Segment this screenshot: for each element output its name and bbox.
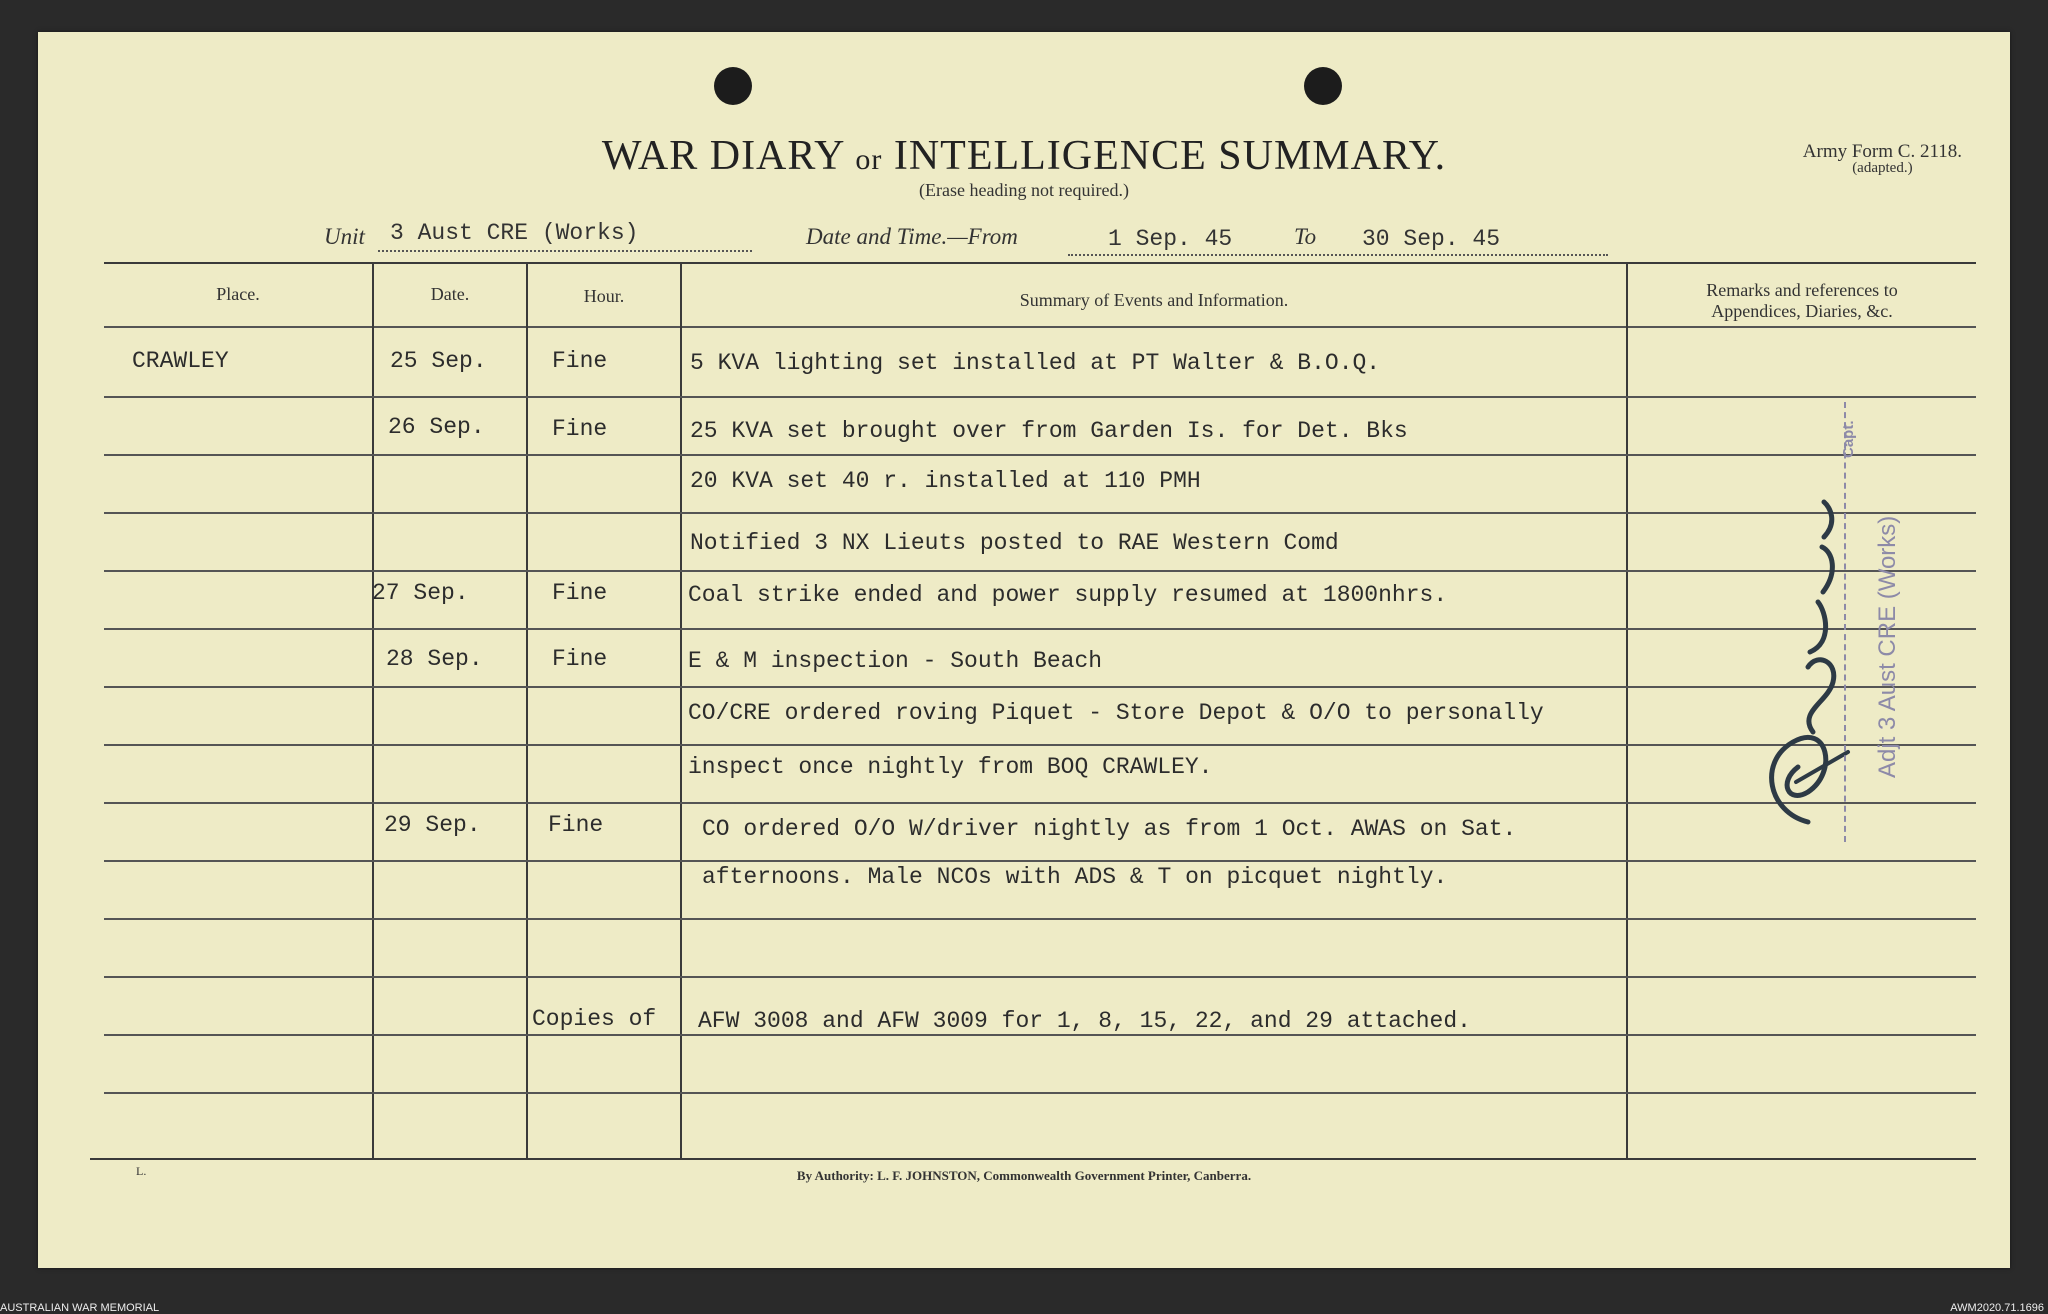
- date-from-label: Date and Time.—From: [806, 224, 1018, 249]
- rule-line: [104, 628, 1976, 630]
- rule-line: [104, 918, 1976, 920]
- rule-line: [104, 976, 1976, 978]
- rule-line: [104, 454, 1976, 456]
- entry-hour: Fine: [548, 812, 604, 838]
- entry-hour: Copies of: [532, 1006, 657, 1032]
- page-subtitle: (Erase heading not required.): [919, 180, 1129, 200]
- entry-summary: inspect once nightly from BOQ CRAWLEY.: [688, 754, 1213, 780]
- title-intelligence-summary: INTELLIGENCE SUMMARY.: [893, 133, 1447, 179]
- stamp-rank: Capt.: [1840, 420, 1857, 458]
- entry-hour: Fine: [552, 646, 608, 672]
- date-to-label: To: [1294, 224, 1317, 249]
- header-date: Date.: [430, 284, 470, 304]
- entry-hour: Fine: [552, 348, 608, 374]
- header-remarks-line1: Remarks and references to: [1706, 280, 1898, 300]
- entry-summary: CO/CRE ordered roving Piquet - Store Depot & O/O to personally: [688, 700, 1544, 726]
- unit-value: 3 Aust CRE (Works): [390, 220, 639, 246]
- rule-line: [104, 686, 1976, 688]
- rule-line: [104, 802, 1976, 804]
- adjutant-stamp: Adjt 3 Aust CRE (Works): [1874, 515, 1901, 778]
- entry-summary: 5 KVA lighting set installed at PT Walter & B.O.Q.: [690, 350, 1381, 376]
- entry-summary: 25 KVA set brought over from Garden Is. for Det. Bks: [690, 418, 1408, 444]
- entry-summary: 20 KVA set 40 r. installed at 110 PMH: [690, 468, 1201, 494]
- form-adapted-text: (adapted.): [1852, 160, 1913, 176]
- entry-summary: AFW 3008 and AFW 3009 for 1, 8, 15, 22, and 29 attached.: [698, 1008, 1471, 1034]
- unit-dotted-line: [378, 250, 752, 252]
- table-top-border: [104, 262, 1976, 264]
- date-to-value: 30 Sep. 45: [1362, 226, 1501, 252]
- entry-hour: Fine: [552, 580, 608, 606]
- archive-label-left: AUSTRALIAN WAR MEMORIAL: [0, 1302, 160, 1314]
- header-remarks: [1628, 280, 1976, 321]
- footer-authority: By Authority: L. F. JOHNSTON, Commonwealth Government Printer, Canberra.: [796, 1168, 1252, 1183]
- rule-line: [104, 1092, 1976, 1094]
- column-divider-summary: [1626, 264, 1628, 1160]
- header-remarks-line2: Appendices, Diaries, &c.: [1711, 300, 1893, 321]
- column-divider-place: [372, 264, 374, 1160]
- rule-line: [104, 512, 1976, 514]
- column-divider-hour: [680, 264, 682, 1160]
- form-number-text: Army Form C. 2118.: [1802, 141, 1962, 162]
- entry-summary: E & M inspection - South Beach: [688, 648, 1103, 674]
- rule-line: [104, 860, 1976, 862]
- entry-summary: Coal strike ended and power supply resumed at 1800nhrs.: [688, 582, 1448, 608]
- header-place: Place.: [216, 284, 260, 304]
- punch-hole-right: [1304, 67, 1342, 105]
- date-dotted-line: [1068, 254, 1608, 256]
- rule-line: [104, 744, 1976, 746]
- entry-date: 25 Sep.: [390, 348, 487, 374]
- entry-summary: Notified 3 NX Lieuts posted to RAE Western Comd: [690, 530, 1339, 556]
- entry-summary: afternoons. Male NCOs with ADS & T on picquet nightly.: [702, 864, 1448, 890]
- table-bottom-border: [90, 1158, 1976, 1160]
- rule-line: [104, 570, 1976, 572]
- diary-page: [38, 32, 2010, 1268]
- page-title: [38, 132, 2010, 180]
- archive-label-right: AWM2020.71.1696: [1950, 1302, 2044, 1314]
- header-summary: Summary of Events and Information.: [1019, 290, 1289, 310]
- header-hour: Hour.: [583, 286, 625, 306]
- entry-date: 27 Sep.: [372, 580, 469, 606]
- date-from-value: 1 Sep. 45: [1108, 226, 1233, 252]
- footer-mark: L.: [136, 1164, 147, 1178]
- army-form-number: [1803, 142, 1962, 176]
- rule-line: [104, 396, 1976, 398]
- stamp-dash-line: [1844, 402, 1872, 842]
- entry-date: 28 Sep.: [386, 646, 483, 672]
- header-bottom-line: [104, 326, 1976, 328]
- entry-summary: CO ordered O/O W/driver nightly as from 1 Oct. AWAS on Sat.: [702, 816, 1517, 842]
- column-divider-date: [526, 264, 528, 1160]
- title-war-diary: WAR DIARY: [601, 133, 844, 179]
- title-or: or: [855, 143, 883, 176]
- rule-line: [104, 1034, 1976, 1036]
- entry-date: 29 Sep.: [384, 812, 481, 838]
- entry-date: 26 Sep.: [388, 414, 485, 440]
- unit-label: Unit: [324, 224, 365, 249]
- entry-place: CRAWLEY: [132, 348, 229, 374]
- punch-hole-left: [714, 67, 752, 105]
- entry-hour: Fine: [552, 416, 608, 442]
